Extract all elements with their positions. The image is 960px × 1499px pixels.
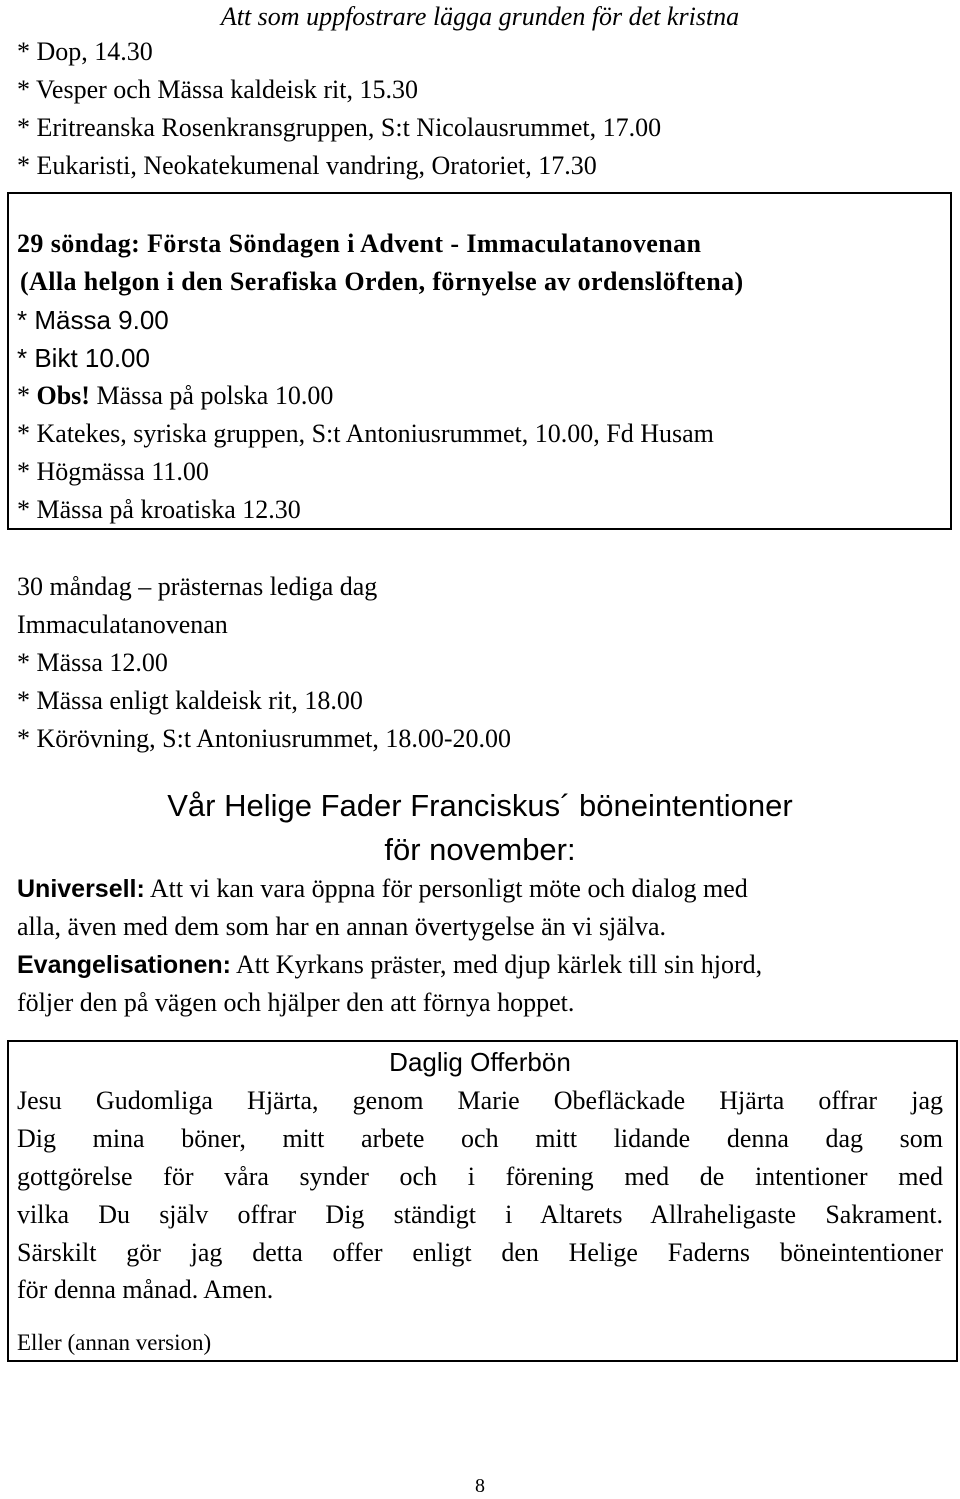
prayer-line: vilka Du själv offrar Dig ständigt i Altarets Allraheligaste Sakrament. (17, 1200, 943, 1229)
prayer-note: Eller (annan version) (17, 1330, 212, 1355)
schedule-item: * Mässa på kroatiska 12.30 (17, 495, 301, 524)
prayer-line: Särskilt gör jag detta offer enligt den Helige Faderns böneintentioner (17, 1238, 943, 1267)
schedule-item: * Mässa 12.00 (17, 648, 168, 677)
schedule-item: * Mässa 9.00 (17, 305, 169, 335)
schedule-item-obs (17, 378, 333, 414)
schedule-item: * Körövning, S:t Antoniusrummet, 18.00-20.00 (17, 724, 511, 753)
universal-label: Universell: (17, 875, 145, 903)
universal-intention (17, 871, 748, 907)
monday-line: Immaculatanovenan (17, 610, 228, 639)
schedule-item: * Eukaristi, Neokatekumenal vandring, Oratoriet, 17.30 (17, 151, 597, 180)
schedule-item: * Vesper och Mässa kaldeisk rit, 15.30 (17, 75, 419, 104)
intentions-heading: Vår Helige Fader Franciskus´ böneintentioner (167, 788, 793, 823)
page-number: 8 (475, 1475, 485, 1497)
section-heading: Att som uppfostrare lägga grunden för det kristna (220, 2, 740, 31)
schedule-item: * Dop, 14.30 (17, 37, 153, 66)
universal-text-cont: alla, även med dem som har en annan övertygelse än vi själva. (17, 912, 667, 941)
universal-text: Att vi kan vara öppna för personligt möte och dialog med (144, 874, 748, 903)
evangelization-text: Att Kyrkans präster, med djup kärlek till sin hjord, (230, 950, 763, 979)
evangelization-text-cont: följer den på vägen och hjälper den att förnya hoppet. (17, 988, 575, 1017)
schedule-item: * Mässa enligt kaldeisk rit, 18.00 (17, 686, 363, 715)
obs-prefix: * (17, 381, 37, 410)
obs-label: Obs! (36, 381, 90, 410)
intentions-heading-month: för november: (384, 832, 576, 867)
evangelization-intention (17, 947, 762, 983)
schedule-item: * Bikt 10.00 (17, 343, 150, 373)
obs-text: Mässa på polska 10.00 (89, 381, 334, 410)
monday-title: 30 måndag – prästernas lediga dag (17, 572, 378, 601)
sunday-title: 29 söndag: Första Söndagen i Advent - Immaculatanovenan (17, 229, 702, 258)
schedule-item: * Högmässa 11.00 (17, 457, 209, 486)
prayer-line: Jesu Gudomliga Hjärta, genom Marie Obefläckade Hjärta offrar jag (17, 1086, 943, 1115)
schedule-item: * Eritreanska Rosenkransgruppen, S:t Nicolausrummet, 17.00 (17, 113, 662, 142)
sunday-subtitle: (Alla helgon i den Serafiska Orden, förnyelse av ordenslöftena) (20, 267, 744, 296)
prayer-line: gottgörelse för våra synder och i förening med de intentioner med (17, 1162, 943, 1191)
prayer-line: Dig mina böner, mitt arbete och mitt lidande denna dag som (17, 1124, 943, 1153)
prayer-title: Daglig Offerbön (389, 1047, 571, 1077)
schedule-item: * Katekes, syriska gruppen, S:t Antoniusrummet, 10.00, Fd Husam (17, 419, 714, 448)
evangelization-label: Evangelisationen: (17, 951, 231, 979)
prayer-last-line: för denna månad. Amen. (17, 1275, 274, 1304)
